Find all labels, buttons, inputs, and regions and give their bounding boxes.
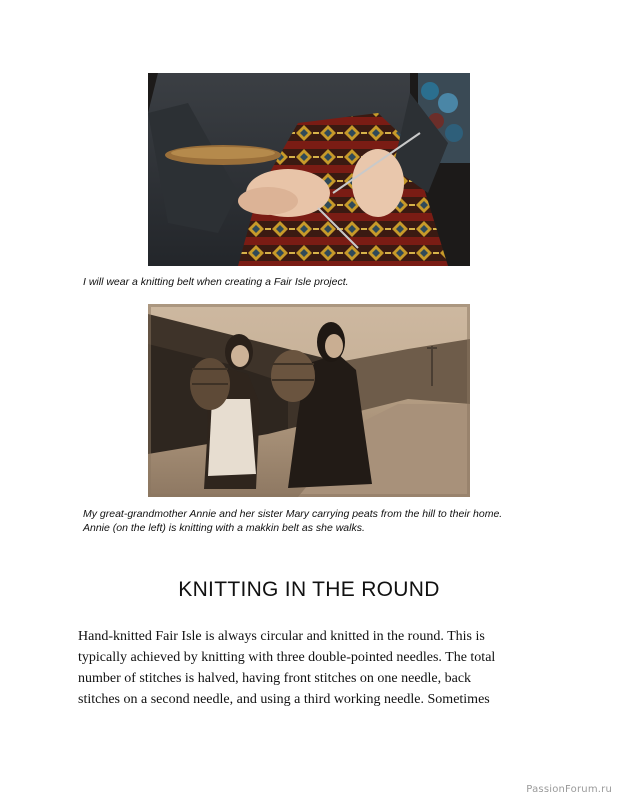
caption-line: My great-grandmother Annie and her sister Mary carrying peats from the hill to their home. <box>83 508 503 520</box>
paragraph-line: typically achieved by knitting with three double-pointed needles. The total <box>78 650 496 665</box>
site-watermark: PassionForum.ru <box>526 784 612 795</box>
knitting-belt-photo <box>148 73 470 266</box>
photo-caption-sisters <box>83 507 553 535</box>
paragraph-line: Hand-knitted Fair Isle is always circular and knitted in the round. This is <box>78 629 485 644</box>
photo-caption-knitting-belt: I will wear a knitting belt when creating a Fair Isle project. <box>83 276 349 288</box>
sisters-carrying-peats-photo <box>148 304 470 497</box>
body-paragraph <box>78 626 548 710</box>
section-heading: KNITTING IN THE ROUND <box>178 578 440 601</box>
paragraph-line: stitches on a second needle, and using a third working needle. Sometimes <box>78 692 490 707</box>
caption-line: Annie (on the left) is knitting with a makkin belt as she walks. <box>83 522 365 534</box>
paragraph-line: number of stitches is halved, having front stitches on one needle, back <box>78 671 472 686</box>
